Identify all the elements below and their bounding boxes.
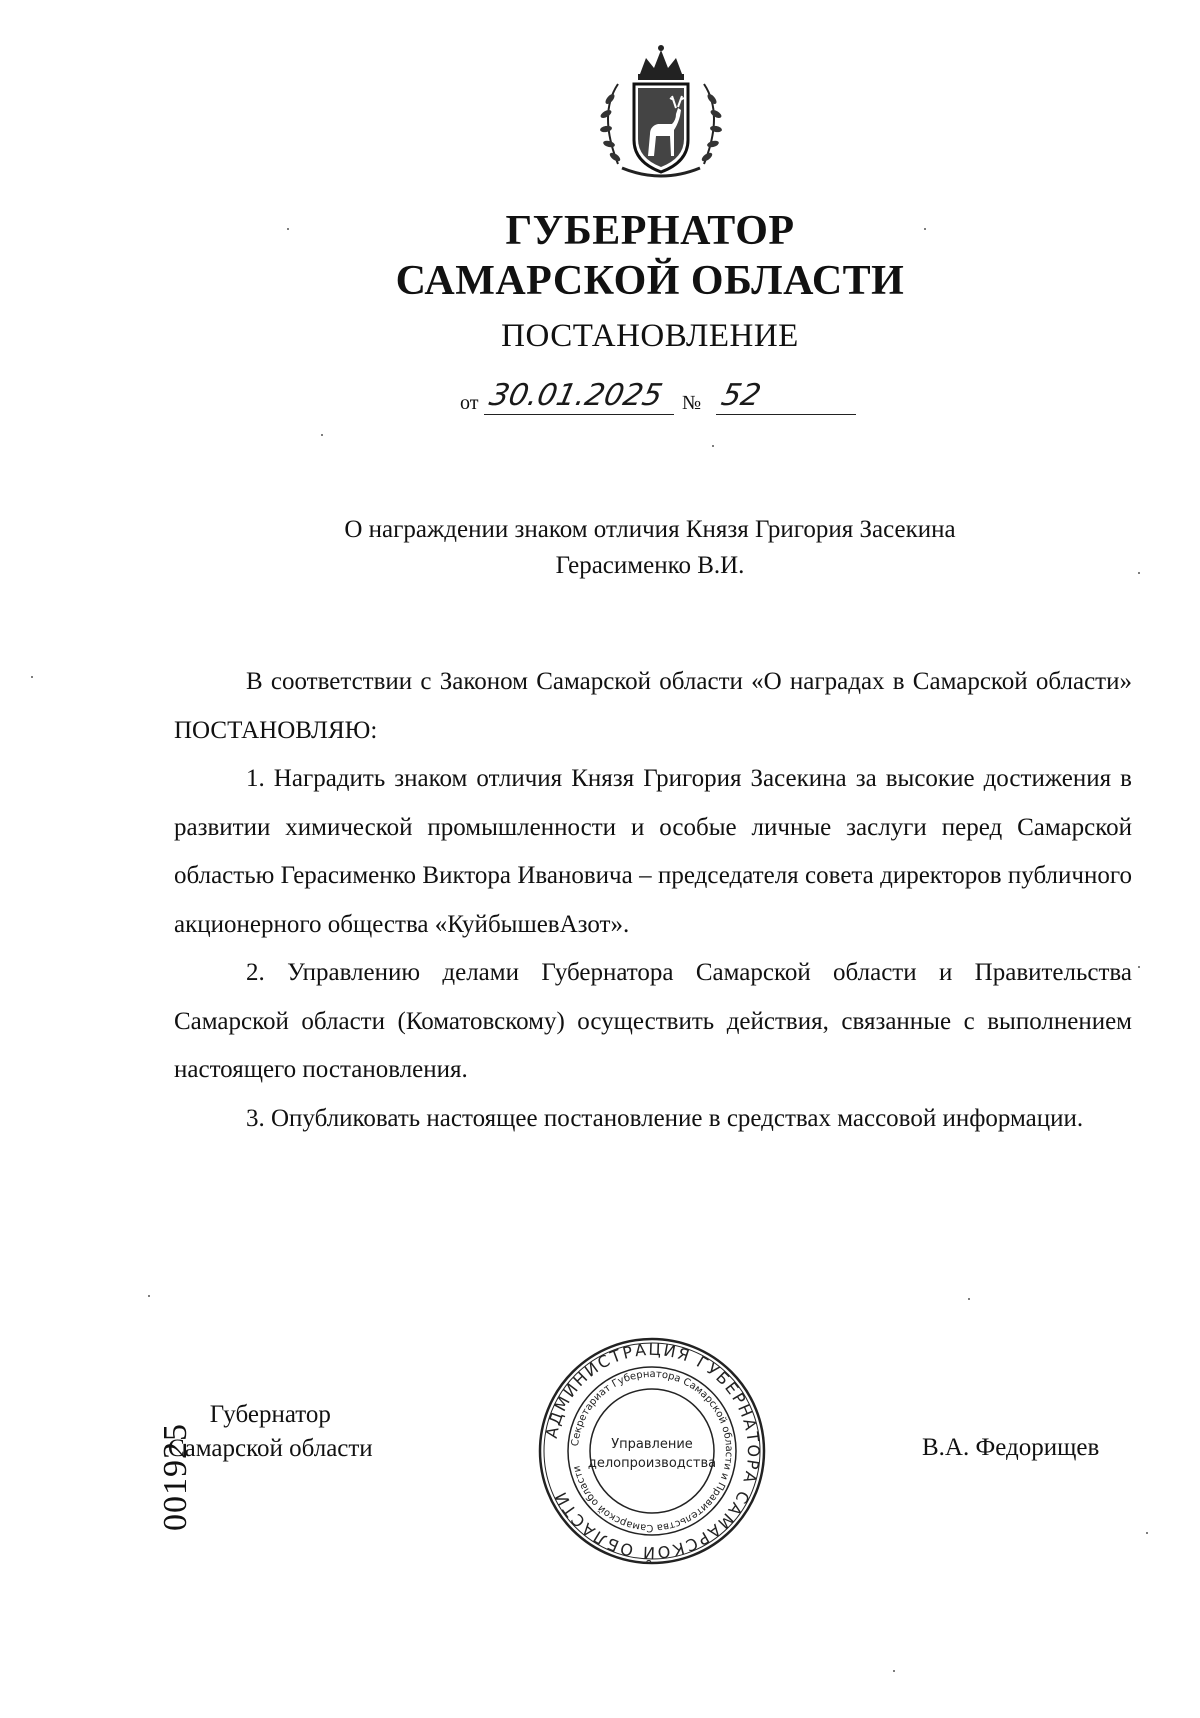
subject-line1: О награждении знаком отличия Князя Григория Засекина	[344, 516, 956, 543]
scan-speck	[1138, 966, 1140, 968]
signature-block	[168, 1398, 373, 1466]
document-number: 52	[718, 378, 764, 413]
stamp-center-line2: делопроизводства	[587, 1456, 717, 1471]
signer-position-line1: Губернатор	[209, 1401, 331, 1428]
scan-speck	[1138, 572, 1140, 574]
item-1-paragraph: 1. Наградить знаком отличия Князя Григория Засекина за высокие достижения в развитии химической промышленности и особые личные заслуги перед Самарской областью Герасименко Виктора Ивановича – председателя совета директоров публичного акционерного общества «КуйбышевАзот».	[174, 765, 1132, 938]
item-2-paragraph: 2. Управлению делами Губернатора Самарской области и Правительства Самарской области (Коматовскому) осуществить действия, связанные с выполнением настоящего постановления.	[174, 959, 1132, 1083]
scan-speck	[712, 445, 714, 447]
scan-speck	[287, 228, 289, 230]
number-underline	[716, 414, 856, 415]
document-type: ПОСТАНОВЛЕНИЕ	[501, 318, 799, 354]
signer-position-line2: Самарской области	[168, 1435, 373, 1462]
scan-speck	[893, 1670, 895, 1672]
document-body	[174, 658, 1132, 1143]
scan-speck	[148, 1295, 150, 1297]
date-underline	[484, 414, 674, 415]
stamp-outer-text: АДМИНИСТРАЦИЯ ГУБЕРНАТОРА САМАРСКОЙ ОБЛАСТИ	[541, 1339, 764, 1563]
scan-speck	[924, 228, 926, 230]
date-label: от	[460, 392, 479, 414]
authority-title-line1: ГУБЕРНАТОР	[505, 208, 795, 254]
item-3-paragraph: 3. Опубликовать настоящее постановление в средствах массовой информации.	[246, 1104, 1084, 1132]
scan-speck	[968, 1298, 970, 1300]
document-subject	[0, 512, 1200, 584]
scan-speck	[321, 434, 323, 436]
subject-line2: Герасименко В.И.	[555, 552, 745, 579]
stamp-center-line1: Управление	[611, 1437, 693, 1452]
scan-speck	[1146, 1532, 1148, 1534]
side-serial-number: 001925	[157, 1423, 194, 1531]
document-date: 30.01.2025	[486, 378, 666, 413]
coat-of-arms-emblem	[588, 44, 734, 182]
signer-name: В.А. Федорищев	[922, 1434, 1100, 1461]
official-stamp	[537, 1336, 767, 1566]
authority-title-line2: САМАРСКОЙ ОБЛАСТИ	[395, 258, 905, 304]
preamble-paragraph: В соответствии с Законом Самарской области «О наградах в Самарской области» ПОСТАНОВЛЯЮ:	[174, 668, 1132, 744]
scan-speck	[31, 676, 33, 678]
number-label: №	[682, 392, 702, 414]
stamp-inner-text: Секретариат Губернатора Самарской области и Правительства Самарской области	[570, 1368, 735, 1534]
